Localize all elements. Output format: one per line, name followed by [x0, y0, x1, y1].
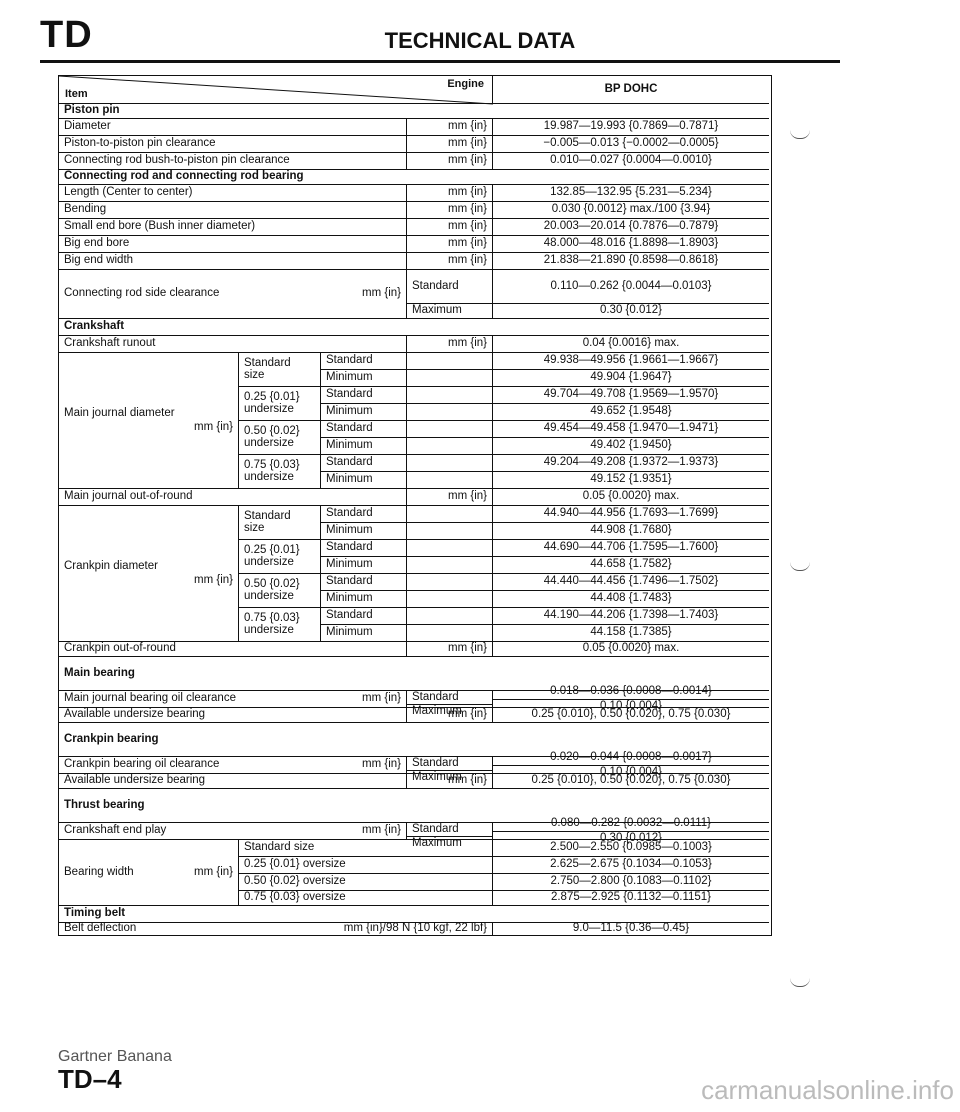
row-value: 44.690—44.706 {1.7595—1.7600} — [493, 540, 769, 557]
spacer — [407, 404, 493, 421]
row-label: Crankpin bearing oil clearance mm {in} — [59, 757, 407, 774]
header-engine-value: BP DOHC — [493, 76, 769, 104]
sub-label-standard: Standard — [407, 270, 493, 304]
size-label: 0.25 {0.01} undersize — [239, 387, 321, 421]
sub-label-minimum: Minimum — [321, 438, 407, 455]
margin-mark — [790, 130, 810, 139]
row-value: 19.987—19.993 {0.7869—0.7871} — [493, 119, 769, 136]
margin-mark — [790, 562, 810, 571]
row-value: 21.838—21.890 {0.8598—0.8618} — [493, 253, 769, 270]
row-value: 44.940—44.956 {1.7693—1.7699} — [493, 506, 769, 523]
sub-label-standard: Standard — [321, 421, 407, 438]
row-unit: mm {in} — [407, 202, 493, 219]
row-value: 0.020—0.044 {0.0008—0.0017} 0.10 {0.004} — [493, 757, 769, 774]
bearing-width-label: Bearing width mm {in} — [59, 840, 239, 906]
row-label: Big end width — [59, 253, 407, 270]
row-value: 0.018—0.036 {0.0008—0.0014} 0.10 {0.004} — [493, 691, 769, 708]
size-label: 0.25 {0.01} oversize — [239, 857, 493, 874]
sub-label-standard: Standard — [321, 387, 407, 404]
sub-label-minimum: Minimum — [321, 404, 407, 421]
row-label: Diameter — [59, 119, 407, 136]
row-label: Crankshaft end play mm {in} — [59, 823, 407, 840]
section-piston-pin: Piston pin — [59, 104, 769, 119]
row-value: 0.30 {0.012} — [493, 304, 769, 319]
row-unit: mm {in} — [407, 236, 493, 253]
sub-label-standard: Standard — [321, 608, 407, 625]
size-label: 0.25 {0.01} undersize — [239, 540, 321, 574]
sub-label-maximum: Maximum — [407, 304, 493, 319]
row-value: 0.030 {0.0012} max./100 {3.94} — [493, 202, 769, 219]
std-max-labels: Standard Maximum — [407, 823, 493, 840]
footer-brand: Gartner Banana — [58, 1048, 172, 1065]
header-engine-label: Engine — [447, 78, 484, 90]
spacer — [407, 625, 493, 642]
spacer — [407, 387, 493, 404]
row-label: Piston-to-piston pin clearance — [59, 136, 407, 153]
spacer — [407, 574, 493, 591]
row-value: 49.454—49.458 {1.9470—1.9471} — [493, 421, 769, 438]
sub-label-standard: Standard — [321, 455, 407, 472]
spacer — [407, 472, 493, 489]
row-value: 2.750—2.800 {0.1083—0.1102} — [493, 874, 769, 891]
sub-label-minimum: Minimum — [321, 591, 407, 608]
row-unit: mm {in} — [407, 185, 493, 202]
sub-label-minimum: Minimum — [321, 625, 407, 642]
row-label: Main journal out-of-round — [59, 489, 407, 506]
spacer — [407, 506, 493, 523]
row-value: 0.25 {0.010}, 0.50 {0.020}, 0.75 {0.030} — [493, 774, 769, 789]
section-thrust-bearing: Thrust bearing — [59, 789, 769, 823]
spacer — [407, 421, 493, 438]
row-value: 49.652 {1.9548} — [493, 404, 769, 421]
sub-label-standard: Standard — [321, 574, 407, 591]
row-value: 20.003—20.014 {0.7876—0.7879} — [493, 219, 769, 236]
spacer — [407, 438, 493, 455]
section-timing-belt: Timing belt — [59, 906, 769, 923]
row-label: Connecting rod bush-to-piston pin clearance — [59, 153, 407, 170]
row-value: 132.85—132.95 {5.231—5.234} — [493, 185, 769, 202]
spacer — [407, 353, 493, 370]
row-value: 9.0—11.5 {0.36—0.45} — [572, 922, 690, 934]
margin-mark — [790, 978, 810, 987]
row-value: 49.402 {1.9450} — [493, 438, 769, 455]
row-value: 44.190—44.206 {1.7398—1.7403} — [493, 608, 769, 625]
row-value: 44.408 {1.7483} — [493, 591, 769, 608]
size-label: 0.50 {0.02} undersize — [239, 574, 321, 608]
row-unit: mm {in} — [407, 153, 493, 170]
row-value: 0.010—0.027 {0.0004—0.0010} — [493, 153, 769, 170]
spacer — [407, 370, 493, 387]
row-value: 49.204—49.208 {1.9372—1.9373} — [493, 455, 769, 472]
row-unit: mm {in} — [407, 336, 493, 353]
row-value: 44.440—44.456 {1.7496—1.7502} — [493, 574, 769, 591]
row-unit: mm {in} — [407, 489, 493, 506]
row-label: Big end bore — [59, 236, 407, 253]
size-label: Standard size — [239, 506, 321, 540]
std-max-labels: Standard Maximum — [407, 757, 493, 774]
row-label: Crankshaft runout — [59, 336, 407, 353]
size-label: 0.75 {0.03} undersize — [239, 455, 321, 489]
sub-label-standard: Standard — [321, 353, 407, 370]
row-value: 44.908 {1.7680} — [493, 523, 769, 540]
row-value: −0.005—0.013 {−0.0002—0.0005} — [493, 136, 769, 153]
header-diagonal-line — [59, 76, 493, 104]
spacer — [407, 523, 493, 540]
crankpin-label: Crankpin diameter mm {in} — [59, 506, 239, 642]
page-number: TD–4 — [58, 1064, 122, 1094]
row-value: 2.500—2.550 {0.0985—0.1003} — [493, 840, 769, 857]
std-max-labels: Standard Maximum — [407, 691, 493, 708]
spacer — [407, 557, 493, 574]
spacer — [407, 608, 493, 625]
row-label: Available undersize bearing — [59, 774, 407, 789]
row-label: Main journal bearing oil clearance mm {in} — [59, 691, 407, 708]
row-label: Belt deflection mm {in}/98 N {10 kgf, 22 lbf} — [59, 923, 493, 935]
section-crankshaft: Crankshaft — [59, 319, 769, 336]
page-title: TECHNICAL DATA — [384, 28, 576, 53]
section-crankpin-bearing: Crankpin bearing — [59, 723, 769, 757]
size-label: 0.75 {0.03} undersize — [239, 608, 321, 642]
row-label: Bending — [59, 202, 407, 219]
header-item-label: Item — [65, 88, 88, 100]
row-value: 44.158 {1.7385} — [493, 625, 769, 642]
size-label: Standard size — [239, 840, 493, 857]
row-value: 48.000—48.016 {1.8898—1.8903} — [493, 236, 769, 253]
size-label: 0.75 {0.03} oversize — [239, 891, 493, 906]
row-label: Small end bore (Bush inner diameter) — [59, 219, 407, 236]
row-unit: mm {in} — [407, 253, 493, 270]
row-unit: mm {in} — [407, 708, 493, 723]
section-tag: TD — [40, 14, 93, 56]
sub-label-standard: Standard — [321, 540, 407, 557]
spacer — [407, 591, 493, 608]
row-label: Length (Center to center) — [59, 185, 407, 202]
row-label: Available undersize bearing — [59, 708, 407, 723]
size-label: 0.50 {0.02} undersize — [239, 421, 321, 455]
row-value: 0.05 {0.0020} max. — [493, 489, 769, 506]
header-rule — [40, 60, 840, 63]
sub-label-minimum: Minimum — [321, 370, 407, 387]
row-value: 0.080—0.282 {0.0032—0.0111} 0.30 {0.012} — [493, 823, 769, 840]
row-unit: mm {in} — [407, 119, 493, 136]
row-value: 49.704—49.708 {1.9569—1.9570} — [493, 387, 769, 404]
row-unit: mm {in} — [407, 774, 493, 789]
row-value: 0.110—0.262 {0.0044—0.0103} — [493, 270, 769, 304]
sub-label-minimum: Minimum — [321, 523, 407, 540]
section-main-bearing: Main bearing — [59, 657, 769, 691]
row-value: 2.625—2.675 {0.1034—0.1053} — [493, 857, 769, 874]
spacer — [407, 540, 493, 557]
size-label: 0.50 {0.02} oversize — [239, 874, 493, 891]
row-label: Crankpin out-of-round — [59, 642, 407, 657]
row-value: 0.05 {0.0020} max. — [493, 642, 769, 657]
row-value: 49.152 {1.9351} — [493, 472, 769, 489]
sub-label-minimum: Minimum — [321, 472, 407, 489]
watermark: carmanualsonline.info — [701, 1075, 954, 1105]
main-journal-label: Main journal diameter mm {in} — [59, 353, 239, 489]
row-value: 49.904 {1.9647} — [493, 370, 769, 387]
row-unit: mm {in} — [407, 136, 493, 153]
spacer — [407, 455, 493, 472]
row-value: 0.04 {0.0016} max. — [493, 336, 769, 353]
sub-label-minimum: Minimum — [321, 557, 407, 574]
row-unit: mm {in} — [407, 642, 493, 657]
row-label: Connecting rod side clearance mm {in} — [59, 270, 407, 319]
row-unit: mm {in} — [407, 219, 493, 236]
row-value: 0.25 {0.010}, 0.50 {0.020}, 0.75 {0.030} — [493, 708, 769, 723]
section-connecting-rod: Connecting rod and connecting rod bearing — [59, 170, 769, 185]
table-header-item-engine — [59, 76, 493, 104]
size-label: Standard size — [239, 353, 321, 387]
row-value: 49.938—49.956 {1.9661—1.9667} — [493, 353, 769, 370]
row-value: 44.658 {1.7582} — [493, 557, 769, 574]
technical-data-table — [58, 75, 772, 936]
row-value: 2.875—2.925 {0.1132—0.1151} — [493, 891, 769, 906]
sub-label-standard: Standard — [321, 506, 407, 523]
